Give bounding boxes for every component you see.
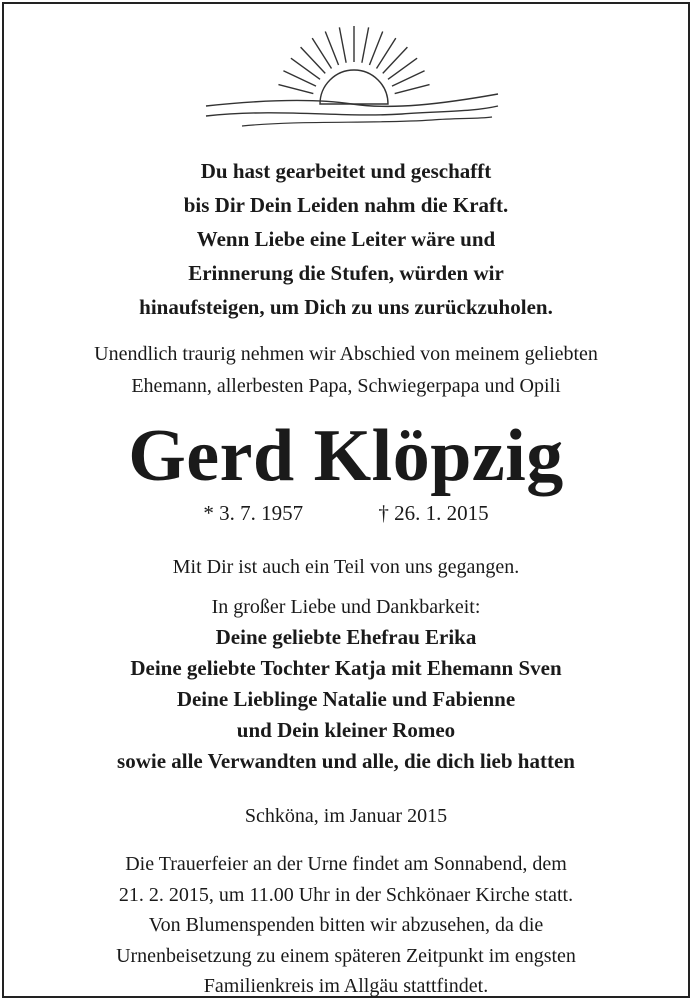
- mourner-line: sowie alle Verwandten und alle, die dich lieb hatten: [117, 749, 575, 773]
- sun-ray: [395, 85, 430, 94]
- notice-line: Die Trauerfeier an der Urne findet am Sonnabend, dem: [125, 853, 567, 875]
- poem-line: Du hast gearbeitet und geschafft: [200, 159, 492, 183]
- sun-ray: [278, 85, 313, 94]
- notice-line: Familienkreis im Allgäu stattfindet.: [203, 975, 489, 997]
- notice-line: Von Blumenspenden bitten wir abzusehen, da die: [148, 914, 544, 936]
- sun-ray: [312, 38, 331, 68]
- poem-line: bis Dir Dein Leiden nahm die Kraft.: [183, 193, 509, 217]
- mourner-line: Deine geliebte Ehefrau Erika: [215, 625, 477, 649]
- birth-date: * 3. 7. 1957: [203, 501, 304, 525]
- sun-ray: [362, 27, 369, 62]
- intro-line: Unendlich traurig nehmen wir Abschied von meinem geliebten: [94, 343, 598, 365]
- notice-line: 21. 2. 2015, um 11.00 Uhr in der Schkönaer Kirche statt.: [118, 883, 574, 906]
- poem: [4, 154, 688, 324]
- farewell-line: Mit Dir ist auch ein Teil von uns gegangen.: [172, 556, 520, 578]
- intro-text: [4, 338, 688, 402]
- death-date: † 26. 1. 2015: [378, 501, 489, 525]
- obituary-frame: [2, 2, 690, 998]
- sun-ray: [383, 47, 408, 73]
- sun-ray: [301, 47, 326, 73]
- mourner-line: Deine geliebte Tochter Katja mit Ehemann Sven: [130, 656, 562, 680]
- mourners-list: [4, 622, 688, 777]
- poem-line: Erinnerung die Stufen, würden wir: [188, 261, 504, 285]
- poem-line: hinaufsteigen, um Dich zu uns zurückzuholen.: [139, 295, 553, 319]
- mourner-line: und Dein kleiner Romeo: [236, 718, 456, 742]
- notice-line: Urnenbeisetzung zu einem späteren Zeitpunkt im engsten: [116, 944, 576, 967]
- life-dates: [4, 498, 688, 528]
- funeral-notice: [4, 849, 688, 1002]
- sun-ray: [339, 27, 346, 62]
- sun-ray: [369, 31, 382, 64]
- intro-line: Ehemann, allerbesten Papa, Schwiegerpapa und Opili: [131, 375, 561, 397]
- sun-ray: [325, 31, 338, 64]
- place-date: Schköna, im Januar 2015: [244, 805, 448, 827]
- mourners-intro: In großer Liebe und Dankbarkeit:: [211, 596, 481, 618]
- sun-ray: [377, 38, 396, 68]
- setting-sun-icon: [202, 20, 502, 130]
- mourner-line: Deine Lieblinge Natalie und Fabienne: [176, 687, 516, 711]
- deceased-name: Gerd Klöpzig: [128, 415, 564, 497]
- poem-line: Wenn Liebe eine Leiter wäre und: [196, 227, 496, 251]
- obituary-content: [4, 154, 688, 1002]
